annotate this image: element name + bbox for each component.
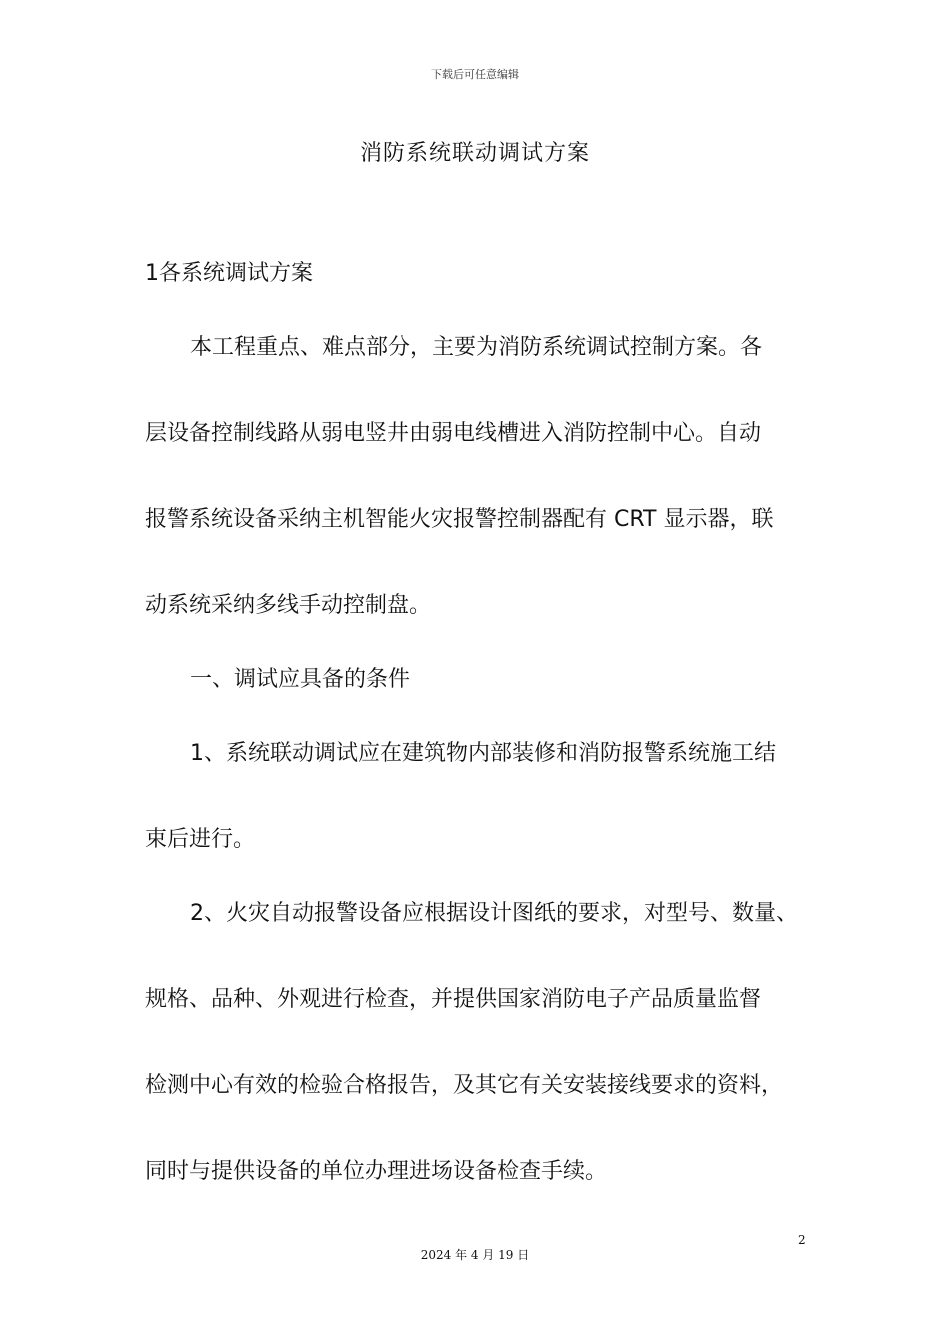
paragraph-line: 动系统采纳多线手动控制盘。: [145, 593, 432, 618]
footer-date: 2024 年 4 月 19 日: [420, 1248, 530, 1262]
paragraph-line: 层设备控制线路从弱电竖井由弱电线槽进入消防控制中心。自动: [145, 421, 762, 446]
paragraph-line: 1、系统联动调试应在建筑物内部装修和消防报警系统施工结: [190, 741, 776, 766]
page-number: 2: [798, 1233, 806, 1247]
paragraph-line: 本工程重点、难点部分，主要为消防系统调试控制方案。各: [190, 335, 763, 360]
paragraph-line: 束后进行。: [145, 827, 256, 852]
paragraph-line: 报警系统设备采纳主机智能火灾报警控制器配有 CRT 显示器，联: [145, 507, 774, 532]
document-title: 消防系统联动调试方案: [359, 141, 590, 166]
subsection-heading: 一、调试应具备的条件: [190, 667, 411, 692]
paragraph-line: 检测中心有效的检验合格报告，及其它有关安装接线要求的资料，: [145, 1073, 784, 1098]
header-note: 下载后可任意编辑: [431, 68, 519, 81]
paragraph-line: 同时与提供设备的单位办理进场设备检查手续。: [145, 1159, 608, 1184]
section-heading: 1各系统调试方案: [145, 261, 313, 286]
paragraph-line: 2、火灾自动报警设备应根据设计图纸的要求，对型号、数量、: [190, 901, 798, 926]
paragraph-line: 规格、品种、外观进行检查，并提供国家消防电子产品质量监督: [145, 987, 762, 1012]
